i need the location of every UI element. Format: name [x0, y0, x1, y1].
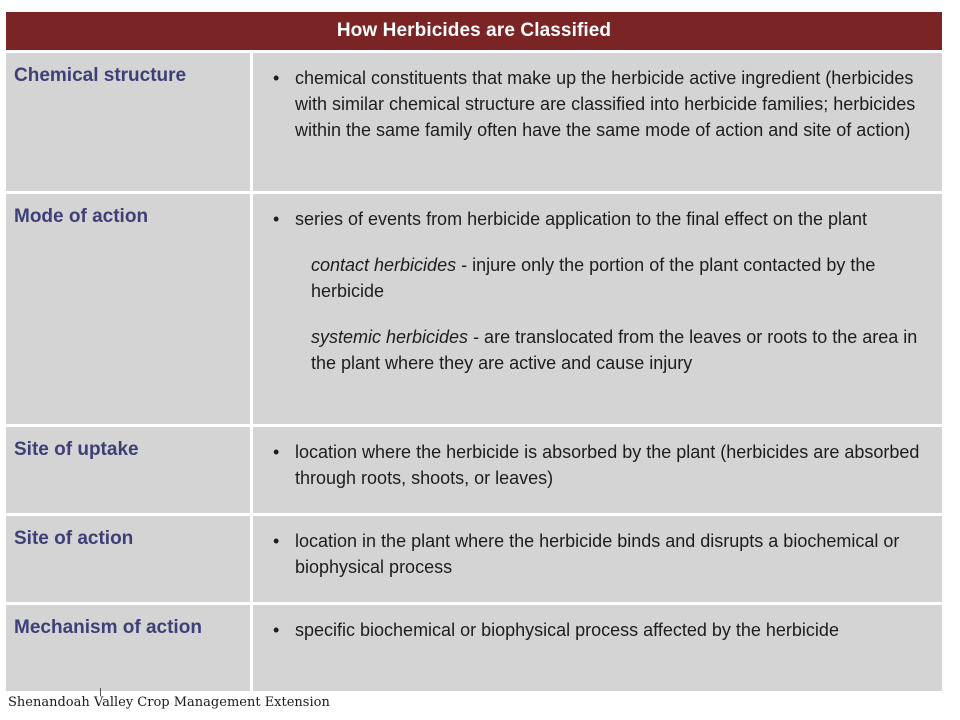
footer-credit: Shenandoah Valley Crop Management Extension	[8, 695, 330, 710]
bullet-text: specific biochemical or biophysical process affected by the herbicide	[295, 620, 839, 640]
bullet-icon: •	[273, 68, 280, 88]
row-description	[253, 194, 942, 424]
bullet-icon: •	[273, 442, 280, 462]
bullet-icon: •	[273, 620, 280, 640]
table-row	[6, 427, 942, 513]
sub-item-systemic	[311, 324, 928, 376]
bullet-item	[273, 206, 928, 232]
table-row	[6, 605, 942, 691]
row-description	[253, 53, 942, 191]
row-description	[253, 427, 942, 513]
bullet-text: chemical constituents that make up the herbicide active ingredient (herbicides with similar chemical structure are classified into herbicide families; herbicides within the same family often have the same mode of action and site of action)	[295, 68, 916, 140]
sub-term: systemic herbicides	[311, 327, 469, 347]
bullet-item	[273, 617, 928, 643]
row-description	[253, 605, 942, 691]
bullet-item	[273, 65, 928, 143]
row-label-site-of-uptake: Site of uptake	[6, 427, 250, 513]
row-label-site-of-action: Site of action	[6, 516, 250, 602]
row-description	[253, 516, 942, 602]
bullet-item	[273, 439, 928, 491]
bullet-text: location in the plant where the herbicide binds and disrupts a biochemical or biophysical process	[295, 531, 900, 577]
table-row	[6, 516, 942, 602]
sub-term: contact herbicides	[311, 255, 457, 275]
sub-text: - injure only the portion of the plant contacted by the herbicide	[311, 255, 876, 301]
bullet-item	[273, 528, 928, 580]
bullet-text: series of events from herbicide application to the final effect on the plant	[295, 209, 868, 229]
table-row	[6, 194, 942, 424]
classification-table	[6, 12, 942, 690]
row-label-mechanism-of-action: Mechanism of action	[6, 605, 250, 691]
row-label-mode-of-action: Mode of action	[6, 194, 250, 424]
bullet-icon: •	[273, 531, 280, 551]
sub-item-contact	[311, 252, 928, 304]
sub-text: - are translocated from the leaves or roots to the area in the plant where they are active and cause injury	[311, 327, 918, 373]
row-label-chemical-structure: Chemical structure	[6, 53, 250, 191]
table-row	[6, 53, 942, 191]
bullet-icon: •	[273, 209, 280, 229]
bullet-text: location where the herbicide is absorbed by the plant (herbicides are absorbed through roots, shoots, or leaves)	[295, 442, 920, 488]
table-title: How Herbicides are Classified	[6, 12, 942, 50]
